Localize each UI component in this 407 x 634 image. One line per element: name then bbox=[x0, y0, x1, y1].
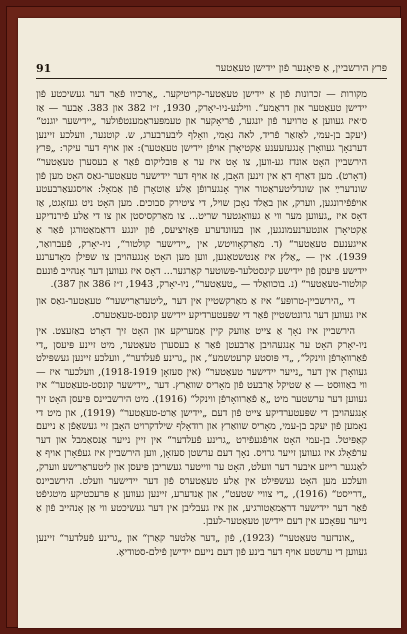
page-number: 91 bbox=[36, 62, 52, 75]
paragraph: הירשביין איז נאָך אַ צייט אַוועק קיין אַמעריקע און האָט זיך דאָרט באַזעצט. אין ניו-יאָרק האָט ער אָנגעהויבן אַרבעטן פֿאַר אַ בעסערן טעאַטער, מיט זיינע פּיעסן „די פֿאַרוואָרפֿן ווינקל“, „די פּוסטע קרעטשמע“, און „גרינע פֿעלדער“, וועלכע זיינען געשפּילט געוואָרן אין דער „נייער יידישער טעאַטער“ (אין סעזאָן 1918-1919), וועלכער איז — ווי באַוווּסט — אַ שטיקל אַרבעט פֿון מאָריס שוואַרץ. דער „יידישער קונסט-טעאַטער“ איז געווען דער ערשטער מיט „אַ פֿאַרוואָרפֿן ווינקל“ (1916). מיט הירשביינס פּיעסן האָט זיך אָנגעהויבן די שפּעטערדיקע צייט פֿון דעם „יידישן אַרט-טעאַטער“ (1919), און מיט די נאָמען פֿון יעקב בן-עמי, מאָריס שוואַרץ און רודאָלף שילדקרויט האָבן זיי געשאַפֿן אַ נייעם קאַפּיטל. בן-עמי האָט אויפֿגעפֿירט „גרינע פֿעלדער“ אין זיין נייער אַנסאַמבל און דער ערפֿאָלג איז געווען זייער גרויס. נאָך דעם ערשטן סעזאָן, ווען הירשביין איז געפֿאָרן אויף אַ לאַנגער רייזע איבער דער וועלט, האָט ער ווייטער געשריבן פּיעסן און ליטעראַרישע ווערק, וועלכע מען האָט געשפּילט אין אַלע טעאַטערס פֿון דער יידישער וועלט. הירשביינס „דרייסט“ (1916), „די צוויי שטעט“, און אַנדערע, זיינען געווען אַ פּרעכטיקע מיטגיפֿט פֿאַר דער יידישער דראַמאַטורגיע, און איז געבליבן אין דער געשיכטע ווי אַן אָנהייב פֿון אַ נייער עפּאָכע אין דעם יידישן טעאַטער-לעבן. bbox=[36, 326, 368, 528]
paragraph: „אונדזער טעאַטער“ (1923), פֿון „דער אַלטער קאַרן“ און „גרינע פֿעלדער“ זיינען געווען די ערשטע אויף דער בינע פֿון דעם נייעם יידישן פֿילם-סטודיאָ. bbox=[36, 533, 367, 558]
page-body bbox=[36, 88, 367, 559]
paragraph: די „הירשביין-טרופּע“ איז אַ מאַרקשטיין אין דער „ליטעראַרישער“ טעאַטער-גאַס און איז געווען דער גרונטשטיין פֿאַר די שפּעטערדיקע יידישע קונסט-טעאַטערס. bbox=[36, 295, 367, 321]
paragraph: מקורות — זכרונות פֿון אַ יידישן טעאַטער-קריטיקער. „אַרכיוו פֿאַר דער געשיכטע פֿון יידישן טעאַטער און דראַמע“. ווילנע-ניו-יאָרק, 1930, ז״ז 382 און 383. אַבער — אַז ס׳איז געווען אַ טרויער פֿון יונגער, פֿריאָקער און טעמפּעראַמענטפֿולער „יידישער יוגנט“ (יעקב בן-עמי, לאַזאַר פֿריד, לאה נאָמי, וואָלף ליבערבערג, ש. קוטנער, וועלכע זיינען דערנאָך געוואָרן אָנגעזעענע אַקטיאָרן אויפֿן יידישן טעאַטער): און אויף דער עיקר: „פּרץ הירשביין האָט אונדז גע-ווען, צו אָט איז ער אַ פּובליקום פֿאַר אַ בעסערן טעאַטער“ (דאָרט). מען דאַרף דאָ אין זינען האָבן, אַז אויף דער יידישער טעאַטער-גאַס האָט מען פֿון שונדערײַ און שונדליטעראַטור אויך אָנגערופֿן אַלע אַוטאָרן פֿון אַמאָל: אויסגעאַרבעטע אויפֿפֿירונגען, ווערק, און באַלד נאָכן שויל, די ציטירק סבוכים. מען האָט ניט געזאָגט, אַז דאָס איז „געווען מער ווי אַ געוואָגטער שריט... צו מאַרקסיסטן און צו די אַלע פֿירנדיקע אַקטיאָרן אונטערנעמונגען, און בעזונדערע פּאָזיציעס, פֿון יונגע דראַמאַטורגן פֿאַר אַ אייגענעם טעאַטער“ (ד. מאַרקאָוויטש, אין „יידישער קולטור“, ניו-יאָרק, פֿעברואַר, 1939). אין — „אַלץ איז אַנטשטאַנען, ווען מען האָט אָנגעהויבן צו שפּילן מאָדערנע יידישע פּיעסן פֿון יידישע קינסטלער-פּשוטער קאַרגער... דאָס איז געווען דער אָנהייב פֿונעם קולטור-טעאַטער“ (נ. בוכוואַלד — „טעאַטער“, ניו-יאָרק, 1943, ז״ז 386 און 387). bbox=[36, 89, 367, 291]
running-head: פּרץ הירשביין, אַ פּיאָנער פֿון יידישן טעאַטער bbox=[215, 63, 387, 74]
page-header bbox=[36, 62, 387, 79]
